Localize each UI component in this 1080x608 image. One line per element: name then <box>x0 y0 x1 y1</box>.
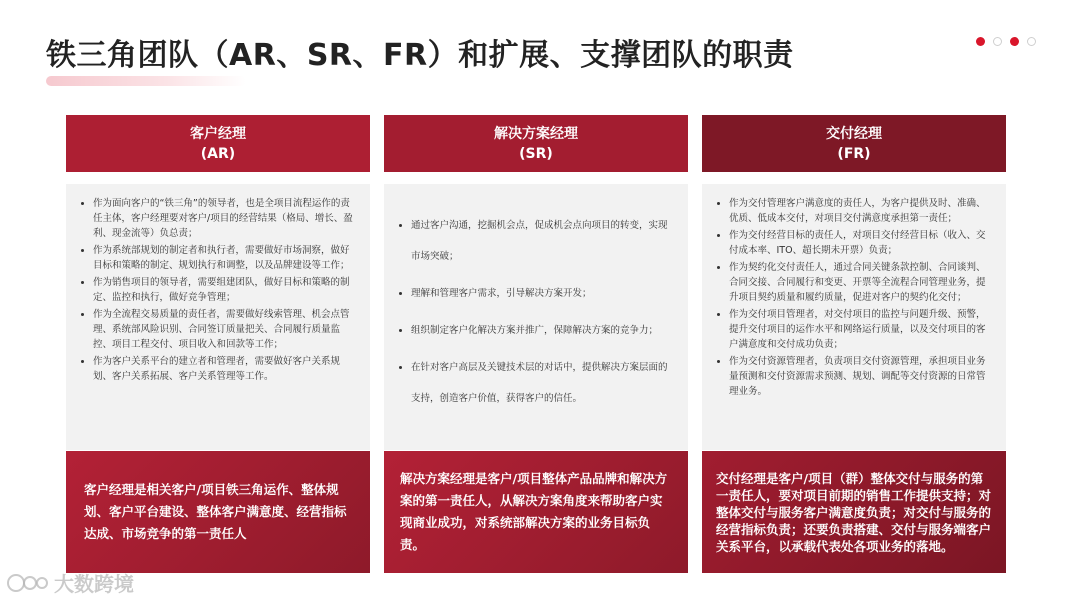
duty-item: • 在针对客户高层及关键技术层的对话中，提供解决方案层面的支持，创造客户价值，获得客户的信任。 <box>411 352 674 414</box>
pagination-dot <box>976 37 985 46</box>
duty-item: • 作为交付项目管理者，对交付项目的监控与问题升级、预警，提升交付项目的运作水平和网络运行质量，以及交付项目的客户满意度和交付成功负责； <box>729 307 992 352</box>
duty-item: • 作为面向客户的“铁三角”的领导者，也是全项目流程运作的责任主体，客户经理要对客户/项目的经营结果（格局、增长、盈利、现金流等）负总责； <box>93 196 356 241</box>
duty-item: • 作为销售项目的领导者，需要组建团队，做好目标和策略的制定、监控和执行，做好竞争管理； <box>93 275 356 305</box>
duties-list-sr <box>384 184 688 450</box>
column-header-code: (SR) <box>519 145 553 162</box>
duty-item: • 理解和管理客户需求，引导解决方案开发； <box>411 278 674 309</box>
summary-text: 客户经理是相关客户/项目铁三角运作、整体规划、客户平台建设、整体客户满意度、经营指标达成、市场竞争的第一责任人 <box>84 482 347 541</box>
column-header-fr <box>702 115 1006 172</box>
duty-item: • 作为系统部规划的制定者和执行者，需要做好市场洞察，做好目标和策略的制定、规划执行和调整，以及品牌建设等工作； <box>93 243 356 273</box>
duty-item: • 作为交付资源管理者，负责项目交付资源管理，承担项目业务量预测和交付资源需求预测、规划、调配等交付资源的日常管理业务。 <box>729 354 992 399</box>
pagination-dots <box>976 37 1036 46</box>
duty-item: • 通过客户沟通，挖掘机会点，促成机会点向项目的转变，实现市场突破； <box>411 210 674 272</box>
watermark-text: 大数跨境 <box>54 572 134 596</box>
duty-item: • 作为契约化交付责任人，通过合同关键条款控制、合同谈判、合同交接、合同履行和变更、开票等全流程合同管理业务，提升项目契约质量和履约质量，促进对客户的契约化交付； <box>729 260 992 305</box>
pagination-dot <box>1010 37 1019 46</box>
column-header-name: 解决方案经理 <box>494 125 578 142</box>
duty-item: • 作为交付管理客户满意度的责任人，为客户提供及时、准确、优质、低成本交付，对项目交付满意度承担第一责任； <box>729 196 992 226</box>
pagination-dot <box>1027 37 1036 46</box>
duty-item: • 作为交付经营目标的责任人，对项目交付经营目标（收入、交付成本率、ITO、超长期未开票）负责； <box>729 228 992 258</box>
summary-text: 交付经理是客户/项目（群）整体交付与服务的第一责任人，要对项目前期的销售工作提供支持；对整体交付与服务客户满意度负责；对交付与服务的经营指标负责；还要负责搭建、交付与服务端客户关系平台，以承载代表处各项业务的落地。 <box>716 470 992 554</box>
column-header-name: 交付经理 <box>826 125 882 142</box>
summary-fr <box>702 451 1006 573</box>
duty-item: • 作为客户关系平台的建立者和管理者，需要做好客户关系规划、客户关系拓展、客户关系管理等工作。 <box>93 354 356 384</box>
watermark-logo-icon <box>6 571 50 595</box>
duty-item: • 作为全流程交易质量的责任者，需要做好线索管理、机会点管理、系统部风险识别、合同签订质量把关、合同履行质量监控、项目工程交付、项目收入和回款等工作； <box>93 307 356 352</box>
page-title: 铁三角团队（AR、SR、FR）和扩展、支撑团队的职责 <box>46 38 794 73</box>
column-header-sr <box>384 115 688 172</box>
summary-sr <box>384 451 688 573</box>
duty-item: • 组织制定客户化解决方案并推广，保障解决方案的竞争力； <box>411 315 674 346</box>
title-underline <box>46 76 246 86</box>
summary-text: 解决方案经理是客户/项目整体产品品牌和解决方案的第一责任人，从解决方案角度来帮助客户实现商业成功，对系统部解决方案的业务目标负责。 <box>400 471 668 552</box>
column-header-code: (AR) <box>200 145 236 162</box>
watermark <box>6 568 134 597</box>
pagination-dot <box>993 37 1002 46</box>
duties-list-fr <box>702 184 1006 450</box>
column-header-name: 客户经理 <box>190 125 246 142</box>
duties-list-ar <box>66 184 370 450</box>
column-header-ar <box>66 115 370 172</box>
summary-ar <box>66 451 370 573</box>
column-header-code: (FR) <box>837 145 871 162</box>
